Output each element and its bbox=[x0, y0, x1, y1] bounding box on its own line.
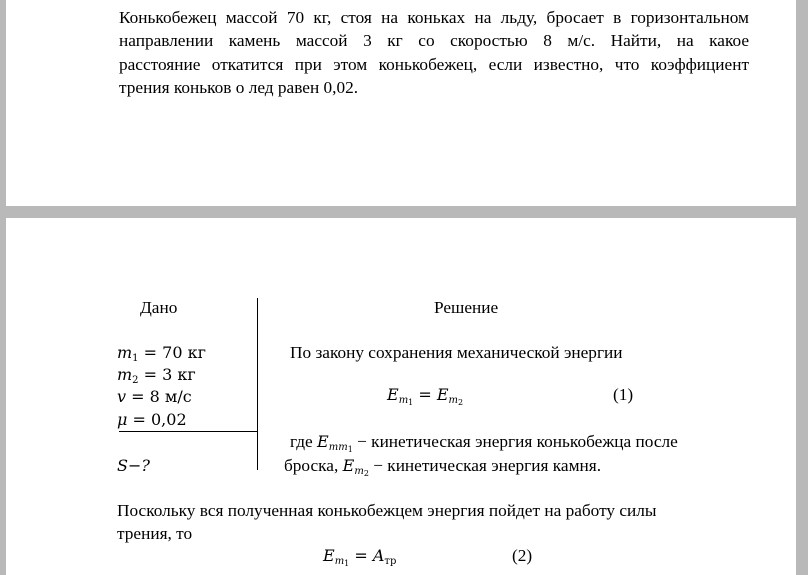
problem-line: трения коньков о лед равен 0,02. bbox=[119, 77, 359, 97]
given-m1 bbox=[117, 343, 206, 362]
given-v-symbol: v bbox=[117, 387, 127, 406]
throw-line: броска, $E_{m_2}$ − кинетическая энергия камня. bbox=[284, 456, 602, 478]
given-m2-symbol: m bbox=[117, 365, 133, 384]
throw-text: − кинетическая энергия камня. bbox=[368, 456, 602, 475]
given-m2 bbox=[117, 365, 196, 384]
since-line-1: Поскольку вся полученная конькобежцем энергия пойдет на работу силы bbox=[117, 501, 657, 520]
energy-law-text: По закону сохранения механической энергии bbox=[290, 343, 623, 362]
given-m1-symbol: m bbox=[117, 343, 133, 362]
equation-2: $E_{m_1} = A_{тр}$ bbox=[323, 546, 397, 568]
throw-prefix: броска, bbox=[284, 456, 339, 475]
problem-line: направлении камень массой 3 кг со скоростью 8 м/с. Найти, на какое bbox=[119, 31, 749, 51]
given-m1-sub: 1 bbox=[132, 353, 139, 364]
equation-2-rhs-sub: тр bbox=[384, 556, 397, 567]
since-line-2: трения, то bbox=[117, 524, 193, 543]
given-mu-symbol: μ bbox=[117, 410, 128, 429]
problem-statement bbox=[119, 6, 749, 99]
given-divider bbox=[119, 431, 258, 432]
page-solution bbox=[6, 218, 796, 575]
given-v bbox=[117, 387, 192, 406]
where-line: где $E_{mm_1}$ − кинетическая энергия конькобежца после bbox=[290, 432, 678, 454]
equation-1-number: (1) bbox=[613, 385, 634, 404]
given-find: S−? bbox=[117, 456, 150, 475]
equation-1: $E_{m_1} = E_{m_2}$ bbox=[387, 385, 464, 407]
equation-2-number: (2) bbox=[512, 546, 533, 565]
given-v-value: = 8 м/с bbox=[131, 387, 192, 406]
given-m1-value: = 70 кг bbox=[143, 343, 206, 362]
column-divider bbox=[257, 298, 258, 470]
given-mu-value: = 0,02 bbox=[132, 410, 187, 429]
solution-heading: Решение bbox=[434, 298, 499, 317]
given-heading: Дано bbox=[140, 298, 178, 317]
where-text: − кинетическая энергия конькобежца после bbox=[352, 432, 678, 451]
given-m2-value: = 3 кг bbox=[143, 365, 196, 384]
given-m2-sub: 2 bbox=[132, 375, 139, 386]
given-mu bbox=[117, 410, 187, 429]
where-prefix: где bbox=[290, 432, 313, 451]
page-problem bbox=[6, 0, 796, 206]
problem-line: расстояние откатится при этом конькобежец, если известно, что коэффициент bbox=[119, 54, 749, 74]
problem-line: Конькобежец массой 70 кг, стоя на коньках на льду, бросает в горизонтальном bbox=[119, 8, 749, 27]
